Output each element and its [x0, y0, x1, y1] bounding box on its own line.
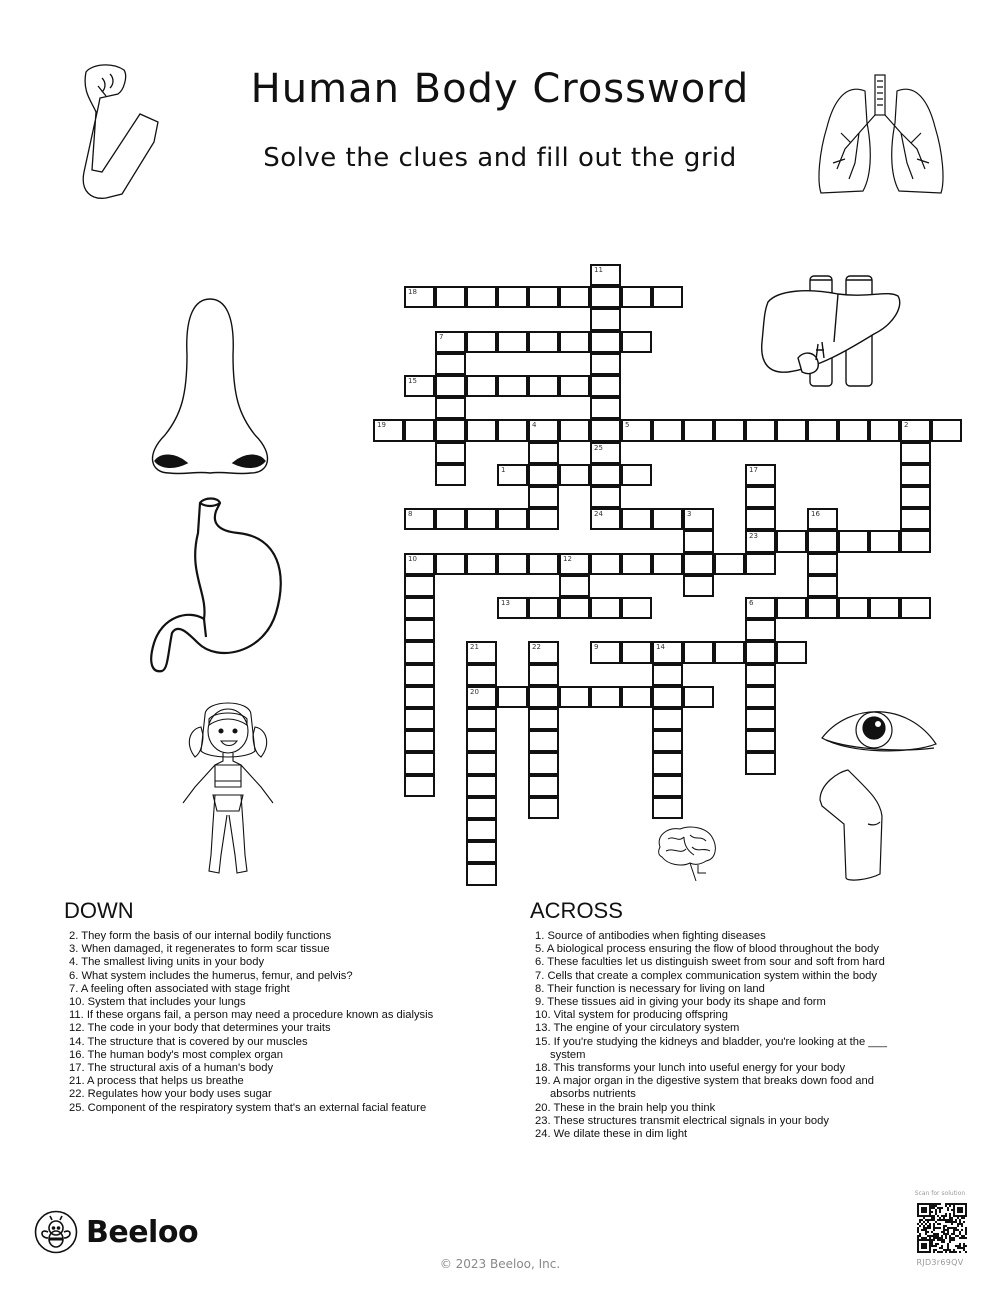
grid-cell[interactable] [590, 331, 621, 353]
grid-cell[interactable] [900, 597, 931, 619]
grid-cell[interactable] [776, 597, 807, 619]
clue-number: 25 [594, 443, 603, 452]
grid-cell[interactable] [466, 508, 497, 530]
grid-cell[interactable] [528, 664, 559, 686]
grid-cell[interactable] [497, 597, 528, 619]
grid-cell[interactable] [745, 708, 776, 730]
grid-cell[interactable] [590, 308, 621, 330]
down-clue: 2. They form the basis of our internal bodily functions [69, 930, 332, 942]
down-clue: 21. A process that helps us breathe [69, 1075, 244, 1088]
grid-cell[interactable] [466, 641, 497, 663]
grid-cell[interactable] [497, 286, 528, 308]
grid-cell[interactable] [466, 775, 497, 797]
grid-cell[interactable] [869, 597, 900, 619]
grid-cell[interactable] [466, 708, 497, 730]
grid-cell[interactable] [652, 775, 683, 797]
down-clue: 11. If these organs fail, a person may need a procedure known as dialysis [69, 1009, 434, 1022]
grid-cell[interactable] [652, 508, 683, 530]
nose-icon [135, 295, 285, 475]
down-clue: 6. What system includes the humerus, femur, and pelvis? [69, 969, 353, 982]
grid-cell[interactable] [528, 553, 559, 575]
grid-cell[interactable] [745, 686, 776, 708]
grid-cell[interactable] [497, 686, 528, 708]
grid-cell[interactable] [900, 464, 931, 486]
grid-cell[interactable] [807, 553, 838, 575]
across-clue-list [530, 930, 910, 1141]
down-clues [64, 898, 444, 1115]
across-clue: 15. If you're studying the kidneys and bladder, you're looking at the ___ system [535, 1035, 887, 1061]
grid-cell[interactable] [466, 331, 497, 353]
across-clue: 20. These in the brain help you think [535, 1101, 716, 1114]
clue-number: 4 [532, 421, 537, 430]
grid-cell[interactable] [404, 752, 435, 774]
grid-cell[interactable] [559, 419, 590, 441]
solution-qr-code[interactable] [917, 1203, 967, 1253]
grid-cell[interactable] [900, 530, 931, 552]
grid-cell[interactable] [466, 375, 497, 397]
grid-cell[interactable] [466, 797, 497, 819]
grid-cell[interactable] [745, 486, 776, 508]
grid-cell[interactable] [745, 730, 776, 752]
down-clue: 14. The structure that is covered by our muscles [69, 1035, 308, 1048]
grid-cell[interactable] [652, 708, 683, 730]
across-clue: 1. Source of antibodies when fighting diseases [535, 930, 766, 942]
across-clue: 5. A biological process ensuring the flow of blood throughout the body [535, 943, 879, 956]
grid-cell[interactable] [590, 597, 621, 619]
grid-cell[interactable] [652, 730, 683, 752]
grid-cell[interactable] [776, 530, 807, 552]
grid-cell[interactable] [838, 419, 869, 441]
grid-cell[interactable] [621, 286, 652, 308]
grid-cell[interactable] [435, 442, 466, 464]
grid-cell[interactable] [528, 419, 559, 441]
grid-cell[interactable] [652, 641, 683, 663]
down-clue: 12. The code in your body that determines your traits [69, 1022, 331, 1035]
grid-cell[interactable] [590, 419, 621, 441]
clue-number: 17 [749, 465, 758, 474]
grid-cell[interactable] [404, 686, 435, 708]
grid-cell[interactable] [652, 419, 683, 441]
grid-cell[interactable] [466, 752, 497, 774]
clue-number: 9 [594, 643, 599, 652]
page-title: Human Body Crossword [250, 66, 750, 112]
grid-cell[interactable] [683, 508, 714, 530]
down-clue: 7. A feeling often associated with stage fright [69, 982, 290, 995]
down-clue: 17. The structural axis of a human's body [69, 1062, 274, 1075]
down-clue: 25. Component of the respiratory system that's an external facial feature [69, 1101, 427, 1114]
grid-cell[interactable] [559, 331, 590, 353]
grid-cell[interactable] [435, 397, 466, 419]
grid-cell[interactable] [559, 597, 590, 619]
grid-cell[interactable] [590, 264, 621, 286]
grid-cell[interactable] [900, 486, 931, 508]
grid-cell[interactable] [621, 331, 652, 353]
down-clue-list [64, 930, 444, 1115]
grid-cell[interactable] [559, 686, 590, 708]
grid-cell[interactable] [745, 553, 776, 575]
grid-cell[interactable] [528, 775, 559, 797]
grid-cell[interactable] [807, 508, 838, 530]
grid-cell[interactable] [590, 486, 621, 508]
across-heading: ACROSS [530, 898, 623, 923]
grid-cell[interactable] [528, 708, 559, 730]
across-clue: 8. Their function is necessary for living on land [535, 982, 765, 995]
grid-cell[interactable] [559, 575, 590, 597]
stomach-icon [148, 493, 288, 673]
clue-number: 14 [656, 643, 665, 652]
clue-number: 18 [408, 288, 417, 297]
grid-cell[interactable] [590, 508, 621, 530]
grid-cell[interactable] [404, 575, 435, 597]
grid-cell[interactable] [621, 508, 652, 530]
grid-cell[interactable] [497, 553, 528, 575]
beeloo-brand [34, 1210, 198, 1254]
grid-cell[interactable] [528, 797, 559, 819]
grid-cell[interactable] [745, 752, 776, 774]
grid-cell[interactable] [466, 863, 497, 885]
grid-cell[interactable] [621, 686, 652, 708]
crossword-grid [374, 265, 974, 895]
grid-cell[interactable] [869, 530, 900, 552]
grid-cell[interactable] [652, 797, 683, 819]
clue-number: 20 [470, 687, 479, 696]
grid-cell[interactable] [807, 575, 838, 597]
grid-cell[interactable] [404, 286, 435, 308]
grid-cell[interactable] [559, 464, 590, 486]
grid-cell[interactable] [497, 331, 528, 353]
grid-cell[interactable] [373, 419, 404, 441]
grid-cell[interactable] [590, 686, 621, 708]
grid-cell[interactable] [714, 641, 745, 663]
grid-cell[interactable] [900, 508, 931, 530]
clue-number: 7 [439, 332, 444, 341]
grid-cell[interactable] [435, 419, 466, 441]
across-clue: 23. These structures transmit electrical signals in your body [535, 1114, 829, 1127]
grid-cell[interactable] [745, 508, 776, 530]
grid-cell[interactable] [559, 375, 590, 397]
clue-number: 23 [749, 532, 758, 541]
grid-cell[interactable] [528, 686, 559, 708]
grid-cell[interactable] [807, 597, 838, 619]
grid-cell[interactable] [528, 442, 559, 464]
grid-cell[interactable] [559, 286, 590, 308]
grid-cell[interactable] [404, 664, 435, 686]
grid-cell[interactable] [435, 286, 466, 308]
across-clue: 24. We dilate these in dim light [535, 1128, 688, 1141]
grid-cell[interactable] [621, 464, 652, 486]
across-clue: 19. A major organ in the digestive system that breaks down food and absorbs nutrients [535, 1075, 874, 1101]
grid-cell[interactable] [838, 530, 869, 552]
grid-cell[interactable] [497, 508, 528, 530]
grid-cell[interactable] [590, 641, 621, 663]
across-clues [530, 898, 910, 1141]
grid-cell[interactable] [652, 752, 683, 774]
copyright: © 2023 Beeloo, Inc. [439, 1257, 561, 1271]
clue-number: 13 [501, 599, 510, 607]
clue-number: 21 [470, 643, 479, 652]
grid-cell[interactable] [590, 442, 621, 464]
grid-cell[interactable] [652, 553, 683, 575]
grid-cell[interactable] [745, 664, 776, 686]
qr-code-text: RJD3r69QV [916, 1258, 964, 1267]
grid-cell[interactable] [466, 841, 497, 863]
across-clue: 9. These tissues aid in giving your body its shape and form [535, 996, 826, 1009]
grid-cell[interactable] [466, 286, 497, 308]
grid-cell[interactable] [745, 464, 776, 486]
down-clue: 16. The human body's most complex organ [69, 1048, 283, 1061]
grid-cell[interactable] [528, 752, 559, 774]
grid-cell[interactable] [435, 553, 466, 575]
across-clue: 10. Vital system for producing offspring [535, 1009, 728, 1022]
qr-label: Scan for solution [914, 1190, 966, 1197]
grid-cell[interactable] [621, 597, 652, 619]
grid-cell[interactable] [931, 419, 962, 441]
grid-cell[interactable] [652, 664, 683, 686]
grid-cell[interactable] [497, 464, 528, 486]
grid-cell[interactable] [590, 375, 621, 397]
grid-cell[interactable] [528, 508, 559, 530]
grid-cell[interactable] [404, 597, 435, 619]
across-clue: 7. Cells that create a complex communication system within the body [535, 969, 877, 982]
grid-cell[interactable] [590, 286, 621, 308]
grid-cell[interactable] [900, 442, 931, 464]
grid-cell[interactable] [435, 353, 466, 375]
down-clue: 10. System that includes your lungs [69, 996, 246, 1009]
grid-cell[interactable] [869, 419, 900, 441]
grid-cell[interactable] [621, 641, 652, 663]
grid-cell[interactable] [807, 419, 838, 441]
grid-cell[interactable] [714, 419, 745, 441]
grid-cell[interactable] [590, 553, 621, 575]
grid-cell[interactable] [466, 553, 497, 575]
grid-cell[interactable] [838, 597, 869, 619]
grid-cell[interactable] [714, 553, 745, 575]
grid-cell[interactable] [528, 730, 559, 752]
grid-cell[interactable] [435, 375, 466, 397]
grid-cell[interactable] [590, 397, 621, 419]
grid-cell[interactable] [466, 819, 497, 841]
grid-cell[interactable] [497, 375, 528, 397]
grid-cell[interactable] [683, 575, 714, 597]
grid-cell[interactable] [435, 508, 466, 530]
clue-number: 15 [408, 377, 417, 385]
clue-number: 1 [501, 465, 506, 474]
brand-name: Beeloo [86, 1214, 199, 1250]
grid-cell[interactable] [683, 419, 714, 441]
flexed-arm-icon [62, 62, 162, 202]
clue-number: 5 [625, 421, 630, 430]
clue-number: 2 [904, 421, 909, 430]
grid-cell[interactable] [745, 530, 776, 552]
grid-cell[interactable] [435, 464, 466, 486]
grid-cell[interactable] [652, 286, 683, 308]
down-clue: 22. Regulates how your body uses sugar [69, 1088, 272, 1101]
down-heading: DOWN [64, 898, 134, 923]
grid-cell[interactable] [621, 419, 652, 441]
grid-cell[interactable] [404, 641, 435, 663]
clue-number: 24 [594, 510, 603, 519]
grid-cell[interactable] [559, 553, 590, 575]
grid-cell[interactable] [466, 419, 497, 441]
clue-number: 6 [749, 599, 754, 607]
grid-cell[interactable] [404, 708, 435, 730]
grid-cell[interactable] [683, 641, 714, 663]
grid-cell[interactable] [404, 508, 435, 530]
grid-cell[interactable] [435, 331, 466, 353]
lungs-icon [815, 73, 947, 197]
grid-cell[interactable] [683, 553, 714, 575]
grid-cell[interactable] [528, 641, 559, 663]
across-clue: 13. The engine of your circulatory system [535, 1022, 740, 1035]
clue-number: 11 [594, 266, 603, 274]
grid-cell[interactable] [683, 686, 714, 708]
clue-number: 8 [408, 510, 413, 519]
grid-cell[interactable] [745, 619, 776, 641]
grid-cell[interactable] [745, 419, 776, 441]
down-clue: 3. When damaged, it regenerates to form scar tissue [69, 943, 330, 956]
grid-cell[interactable] [466, 664, 497, 686]
grid-cell[interactable] [528, 375, 559, 397]
grid-cell[interactable] [404, 553, 435, 575]
bee-logo-icon [34, 1210, 78, 1254]
grid-cell[interactable] [745, 641, 776, 663]
grid-cell[interactable] [683, 530, 714, 552]
down-clue: 4. The smallest living units in your body [69, 956, 265, 969]
grid-cell[interactable] [528, 286, 559, 308]
clue-number: 16 [811, 510, 820, 519]
grid-cell[interactable] [776, 419, 807, 441]
grid-cell[interactable] [528, 597, 559, 619]
grid-cell[interactable] [528, 331, 559, 353]
grid-cell[interactable] [528, 486, 559, 508]
grid-cell[interactable] [652, 686, 683, 708]
girl-figure-icon [175, 695, 281, 877]
clue-number: 3 [687, 510, 692, 519]
grid-cell[interactable] [528, 464, 559, 486]
grid-cell[interactable] [404, 619, 435, 641]
grid-cell[interactable] [590, 353, 621, 375]
clue-number: 19 [377, 421, 386, 430]
grid-cell[interactable] [807, 530, 838, 552]
grid-cell[interactable] [621, 553, 652, 575]
grid-cell[interactable] [466, 730, 497, 752]
grid-cell[interactable] [900, 419, 931, 441]
grid-cell[interactable] [497, 419, 528, 441]
clue-number: 10 [408, 554, 417, 563]
clue-number: 22 [532, 643, 541, 652]
grid-cell[interactable] [404, 730, 435, 752]
grid-cell[interactable] [404, 775, 435, 797]
across-clue: 18. This transforms your lunch into useful energy for your body [535, 1062, 846, 1075]
clue-number: 12 [563, 554, 572, 563]
grid-cell[interactable] [466, 686, 497, 708]
grid-cell[interactable] [776, 641, 807, 663]
grid-cell[interactable] [404, 375, 435, 397]
grid-cell[interactable] [404, 419, 435, 441]
grid-cell[interactable] [590, 464, 621, 486]
page-subtitle: Solve the clues and fill out the grid [263, 143, 737, 173]
grid-cell[interactable] [745, 597, 776, 619]
across-clue: 6. These faculties let us distinguish sweet from sour and soft from hard [535, 956, 885, 969]
